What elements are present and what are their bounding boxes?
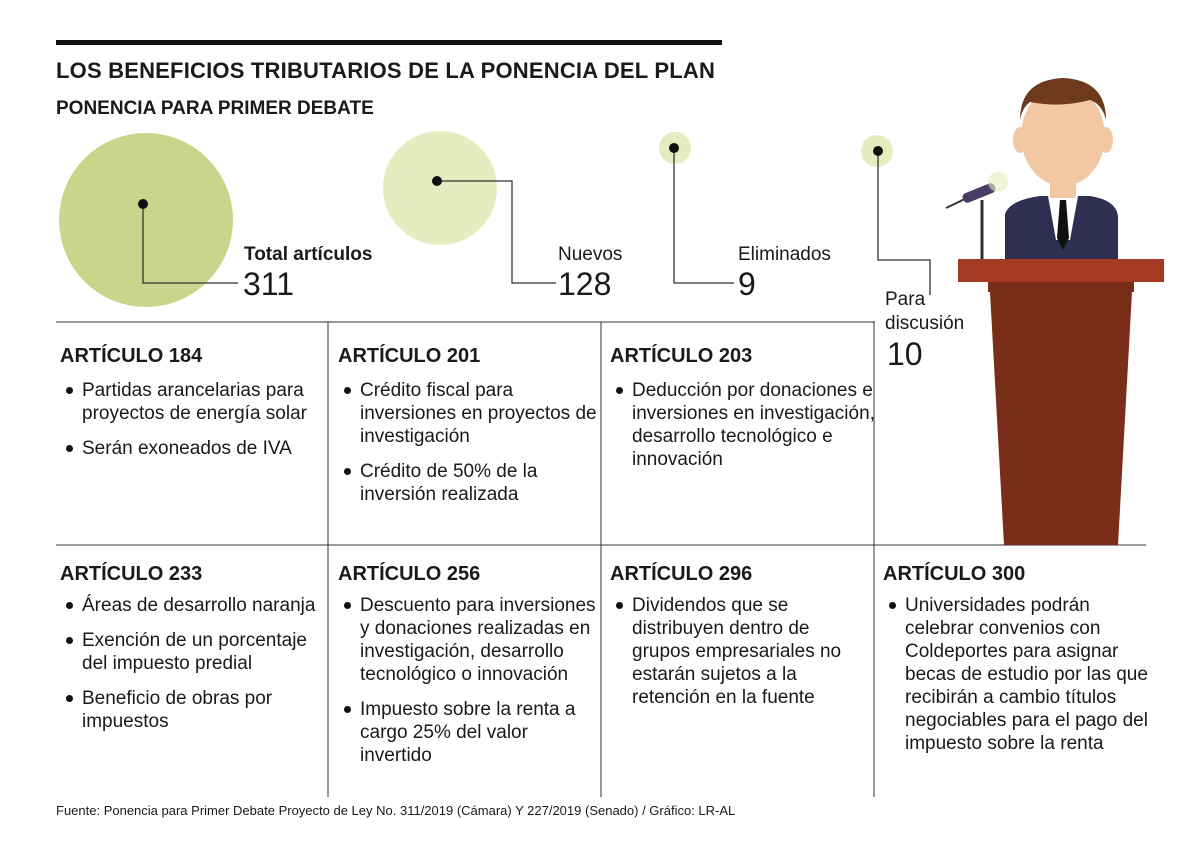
- dot-total: [138, 199, 148, 209]
- article-items: [60, 379, 322, 460]
- stat-nuevos-value: 128: [558, 266, 612, 302]
- article-item: Serán exoneados de IVA: [60, 437, 322, 460]
- article-items: [338, 379, 600, 506]
- article-title: ARTÍCULO 201: [338, 345, 481, 367]
- dot-discusion: [873, 146, 883, 156]
- article-item: Universidades podrán celebrar convenios con Coldeportes para asignar becas de estudio por las que recibirán a cambio títulos negociables para el pago del impuesto sobre la renta: [883, 594, 1151, 755]
- article-title: ARTÍCULO 184: [60, 345, 203, 367]
- article-cell-256: [338, 563, 600, 779]
- article-items: [610, 379, 876, 471]
- article-items: [883, 594, 1151, 755]
- article-item: Deducción por donaciones e inversiones en investigación, desarrollo tecnológico e innovación: [610, 379, 876, 471]
- article-title: ARTÍCULO 296: [610, 563, 753, 585]
- stat-discusion-label-line1: Para: [885, 289, 926, 310]
- stat-nuevos-label: Nuevos: [558, 244, 623, 265]
- article-items: [338, 594, 600, 767]
- stat-total-label: Total artículos: [244, 244, 373, 265]
- article-item: Partidas arancelarias para proyectos de energía solar: [60, 379, 322, 425]
- article-items: [610, 594, 872, 709]
- article-title: ARTÍCULO 233: [60, 563, 203, 585]
- stat-total-value: 311: [243, 266, 295, 302]
- connector-eliminados: [674, 148, 734, 283]
- speaker-illustration: [946, 78, 1164, 545]
- stat-discusion-value: 10: [887, 336, 923, 372]
- dot-nuevos: [432, 176, 442, 186]
- article-items: [60, 594, 322, 733]
- bubble-total: [59, 133, 233, 307]
- article-cell-300: [883, 563, 1151, 767]
- article-item: Crédito de 50% de la inversión realizada: [338, 460, 600, 506]
- bubble-nuevos: [383, 131, 497, 245]
- article-item: Exención de un porcentaje del impuesto predial: [60, 629, 322, 675]
- connector-discusion: [878, 151, 930, 295]
- source-footer: Fuente: Ponencia para Primer Debate Proyecto de Ley No. 311/2019 (Cámara) Y 227/2019 (Senado) / Gráfico: LR-AL: [56, 803, 736, 818]
- article-cell-203: [610, 345, 876, 483]
- article-cell-201: [338, 345, 600, 518]
- article-title: ARTÍCULO 256: [338, 563, 481, 585]
- article-title: ARTÍCULO 203: [610, 345, 753, 367]
- article-item: Dividendos que se distribuyen dentro de grupos empresariales no estarán sujetos a la retención en la fuente: [610, 594, 872, 709]
- dot-eliminados: [669, 143, 679, 153]
- article-cell-184: [60, 345, 322, 472]
- article-cell-233: [60, 563, 322, 745]
- article-item: Crédito fiscal para inversiones en proyectos de investigación: [338, 379, 600, 448]
- stat-discusion-label-line2: discusión: [885, 313, 965, 334]
- article-cell-296: [610, 563, 872, 721]
- article-item: Áreas de desarrollo naranja: [60, 594, 322, 617]
- stat-eliminados-value: 9: [738, 266, 756, 302]
- stat-eliminados-label: Eliminados: [738, 244, 831, 265]
- article-item: Impuesto sobre la renta a cargo 25% del valor invertido: [338, 698, 600, 767]
- article-title: ARTÍCULO 300: [883, 563, 1026, 585]
- article-item: Beneficio de obras por impuestos: [60, 687, 322, 733]
- page-subtitle: PONENCIA PARA PRIMER DEBATE: [56, 98, 374, 119]
- article-item: Descuento para inversiones y donaciones realizadas en investigación, desarrollo tecnológico o innovación: [338, 594, 600, 686]
- page-title: LOS BENEFICIOS TRIBUTARIOS DE LA PONENCIA DEL PLAN: [56, 58, 716, 83]
